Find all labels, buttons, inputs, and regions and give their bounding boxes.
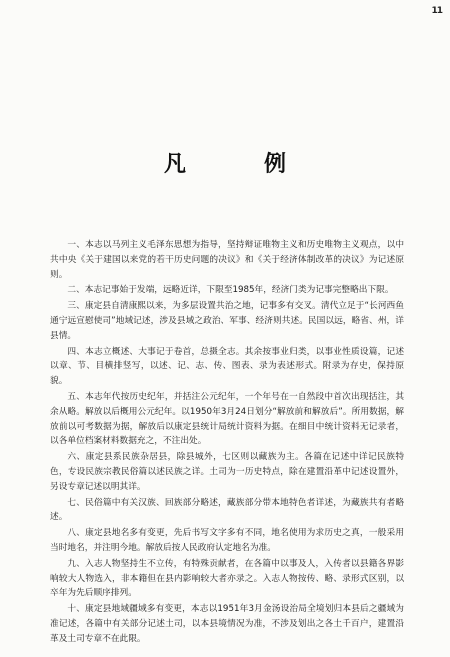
paragraph: 九、入志人物坚持生不立传，有特殊贡献者，在各篇中以事及人，入传者以县籍各界影响较大人物选入，非本籍但在县内影响较大者亦录之。入志人物按传、略、录形式区别，以卒年为先后顺序排列。 (50, 558, 404, 599)
paragraph: 十、康定县地域疆域多有变更，本志以1951年3月金汤设治局全境划归本县后之疆域为准记述，各篇中有关部分记述土司，以本县境情况为准，不涉及划出之各土千百户，建置沿革及土司专章不在此限。 (50, 604, 404, 644)
paragraph: 七、民俗篇中有关汉族、回族部分略述，藏族部分带本地特色者详述，为藏族共有者略述。 (50, 497, 404, 523)
paragraph: 五、本志年代按历史纪年，并括注公元纪年，一个年号在一自然段中首次出现括注，其余从略。解放以后概用公元纪年。以1950年3月24日划分“解放前和解放后”。所用数据，解放前以可考数据为据，解放后以康定县统计局统计资料为据。在细目中统计资料无记录者，以各单位档案材料数据充之，不注出处。 (50, 391, 404, 447)
paragraph: 二、本志记事始于发端，远略近详，下限至1985年，经济门类为记事完整略出下限。 (67, 285, 394, 296)
paragraph: 一、本志以马列主义毛泽东思想为指导，坚持辩证唯物主义和历史唯物主义观点，以中共中央《关于建国以来党的若干历史问题的决议》和《关于经济体制改革的决议》为记述原则。 (50, 240, 404, 280)
paragraph: 四、本志立概述、大事记于卷首，总摄全志。其余按事业归类，以事业性质设篇，记述以章、节、目横排竖写，以述、记、志、传、图表、录为表述形式。附录为存史，保持原貌。 (50, 346, 404, 387)
paragraph: 六、康定县系民族杂居县，除县城外，七区则以藏族为主。各篇在记述中详记民族特色，专设民族宗教民俗篇以述民族之详。土司为一历史特点，除在建置沿革中记述设置外，另设专章记述以明其详。 (50, 452, 404, 492)
page-number: 11 (431, 6, 442, 16)
paragraph: 八、康定县地名多有变更，先后书写文字多有不同，地名使用为求历史之真，一般采用当时地名，并注明今地。解放后按人民政府认定地名为准。 (50, 528, 404, 553)
body-text (50, 238, 404, 648)
paragraph: 三、康定县自清康熙以来，为多层设置共治之地，记事多有交叉。清代立足于“长河西鱼通宁远宣慰使司”地域记述，涉及县域之政治、军事、经济则共述。民国以远，略省、州，详县情。 (50, 301, 404, 341)
page-title: 凡 例 (163, 152, 314, 177)
